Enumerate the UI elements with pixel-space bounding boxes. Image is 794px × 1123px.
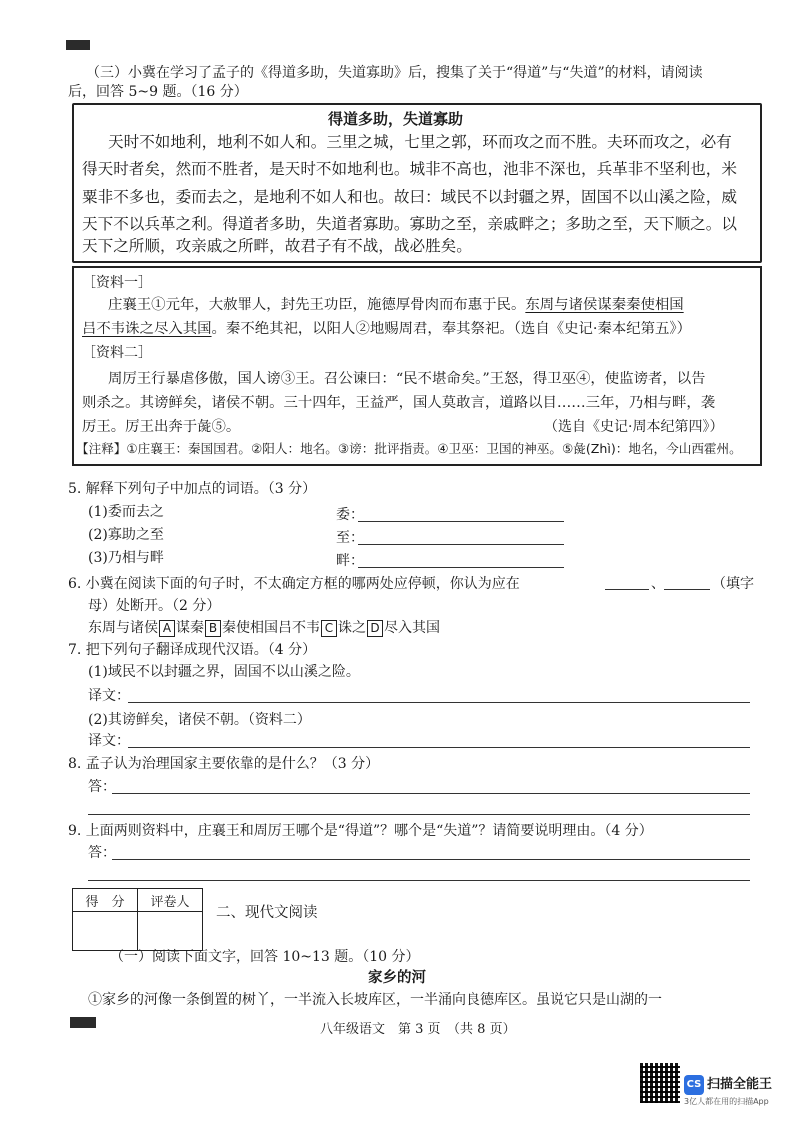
scanner-tagline: 3亿人都在用的扫描App bbox=[684, 1097, 769, 1106]
q8-answer[interactable] bbox=[112, 793, 750, 794]
material1-line2-underlined: 吕不韦诛之尽入其国 bbox=[82, 321, 212, 337]
score-cell[interactable] bbox=[73, 912, 138, 951]
section2-title: 二、现代文阅读 bbox=[216, 905, 318, 921]
q7-sentence-2: (2)其谤鲜矣，诸侯不朝。（资料二） bbox=[88, 712, 311, 728]
q6-answer-1[interactable] bbox=[605, 589, 649, 590]
passage-line-4: 天下不以兵革之利。得道者多助，失道者寡助。寡助之至，亲戚畔之；多助之至，天下顺之。以 bbox=[82, 215, 737, 233]
q7-answer-2[interactable] bbox=[128, 747, 750, 748]
scanner-brand: 扫描全能王 bbox=[707, 1077, 773, 1092]
q9-answer-2[interactable] bbox=[88, 880, 750, 881]
material2-line2: 则杀之。其谤鲜矣，诸侯不朝。三十四年，王益严，国人莫敢言，道路以目……三年，乃相与畔，袭 bbox=[82, 395, 716, 411]
q6-stem-b: （填字 bbox=[712, 576, 754, 592]
section-intro-line1: （三）小冀在学习了孟子的《得道多助，失道寡助》后，搜集了关于“得道”与“失道”的材料，请阅读 bbox=[86, 65, 703, 81]
q9-stem: 9. 上面两则资料中，庄襄王和周厉王哪个是“得道”？哪个是“失道”？请简要说明理由。（4 分） bbox=[68, 823, 653, 839]
q6-box-d[interactable]: D bbox=[367, 620, 383, 637]
q5-item-1-char: 委： bbox=[336, 507, 364, 523]
q6-answer-2[interactable] bbox=[664, 589, 710, 590]
q6-seg4: 尽入其国 bbox=[384, 620, 440, 636]
q6-box-b[interactable]: B bbox=[205, 620, 221, 637]
q6-box-a[interactable]: A bbox=[159, 620, 175, 637]
q8-answer-label: 答： bbox=[88, 779, 116, 795]
corner-mark-bottom bbox=[70, 1017, 96, 1028]
q5-item-1: (1)委而去之 bbox=[88, 504, 164, 520]
grader-cell[interactable] bbox=[138, 912, 203, 951]
q7-answer-label-2: 译文： bbox=[88, 733, 130, 749]
q6-seg0: 东周与诸侯 bbox=[88, 620, 158, 636]
material1-line1 bbox=[108, 298, 684, 312]
q6-sentence bbox=[88, 620, 440, 637]
q7-answer-1[interactable] bbox=[128, 702, 750, 703]
score-table bbox=[72, 888, 203, 951]
materials-box bbox=[72, 266, 762, 466]
score-header: 得 分 bbox=[73, 889, 138, 912]
material2-line3: 厉王。厉王出奔于彘⑤。 bbox=[82, 419, 241, 435]
passage-line-1: 天时不如地利，地利不如人和。三里之城，七里之郭，环而攻之而不胜。夫环而攻之，必有 bbox=[108, 133, 732, 151]
q6-box-c[interactable]: C bbox=[321, 620, 337, 637]
q5-item-2: (2)寡助之至 bbox=[88, 527, 164, 543]
q7-sentence-1: (1)域民不以封疆之界，固国不以山溪之险。 bbox=[88, 664, 360, 680]
q6-separator: 、 bbox=[651, 576, 665, 592]
q5-item-3: (3)乃相与畔 bbox=[88, 550, 164, 566]
grader-header: 评卷人 bbox=[138, 889, 203, 912]
q5-item-3-char: 畔： bbox=[336, 553, 364, 569]
qr-code bbox=[640, 1063, 680, 1103]
q5-answer-2[interactable] bbox=[358, 544, 564, 545]
q8-stem: 8. 孟子认为治理国家主要依靠的是什么？（3 分） bbox=[68, 756, 380, 772]
passage-line-5: 天下之所顺，攻亲戚之所畔，故君子有不战，战必胜矣。 bbox=[82, 237, 472, 255]
material1-line1-underlined: 东周与诸侯谋秦秦使相国 bbox=[525, 297, 684, 313]
material1-line1-text: 庄襄王①元年，大赦罪人，封先王功臣，施德厚骨肉而布惠于民。 bbox=[108, 297, 526, 313]
q6-stem-c: 母）处断开。（2 分） bbox=[88, 598, 221, 614]
corner-mark-top bbox=[66, 40, 90, 50]
q5-item-2-char: 至： bbox=[336, 530, 364, 546]
material2-label: ［资料二］ bbox=[82, 345, 152, 361]
q7-stem: 7. 把下列句子翻译成现代汉语。（4 分） bbox=[68, 642, 317, 658]
q5-answer-3[interactable] bbox=[358, 567, 564, 568]
material-notes: 【注释】①庄襄王：秦国国君。②阳人：地名。③谤：批评指责。④卫巫：卫国的神巫。⑤彘(Zhì)：地名，今山西霍州。 bbox=[76, 441, 742, 456]
section-intro-line2: 后，回答 5~9 题。（16 分） bbox=[68, 84, 248, 100]
q6-stem-a: 6. 小冀在阅读下面的句子时，不太确定方框的哪两处应停顿，你认为应在 bbox=[68, 576, 520, 592]
passage-title: 得道多助，失道寡助 bbox=[328, 110, 464, 128]
passage-line-2: 得天时者矣，然而不胜者，是天时不如地利也。城非不高也，池非不深也，兵革非不坚利也，米 bbox=[82, 160, 737, 178]
q6-seg2: 秦使相国吕不韦 bbox=[222, 620, 320, 636]
q5-answer-1[interactable] bbox=[358, 521, 564, 522]
section2-subtitle: （一）阅读下面文字，回答 10~13 题。（10 分） bbox=[110, 949, 420, 965]
q6-seg3: 诛之 bbox=[338, 620, 366, 636]
q9-answer[interactable] bbox=[112, 859, 750, 860]
q6-seg1: 谋秦 bbox=[176, 620, 204, 636]
article-title: 家乡的河 bbox=[368, 970, 426, 986]
camscanner-logo: CS bbox=[684, 1075, 704, 1095]
material1-line2 bbox=[82, 322, 691, 336]
passage-line-3: 粟非不多也，委而去之，是地利不如人和也。故曰：域民不以封疆之界，固国不以山溪之险，威 bbox=[82, 188, 737, 206]
q9-answer-label: 答： bbox=[88, 845, 116, 861]
material1-line2-text: 。秦不绝其祀，以阳人②地赐周君，奉其祭祀。（选自《史记·秦本纪第五》） bbox=[211, 321, 691, 337]
q7-answer-label-1: 译文： bbox=[88, 688, 130, 704]
material1-label: ［资料一］ bbox=[82, 275, 152, 291]
page-footer: 八年级语文 第 3 页 （共 8 页） bbox=[320, 1022, 516, 1037]
q5-stem: 5. 解释下列句子中加点的词语。（3 分） bbox=[68, 481, 317, 497]
material2-line1: 周厉王行暴虐侈傲，国人谤③王。召公谏曰：“民不堪命矣。”王怒，得卫巫④，使监谤者，以告 bbox=[108, 371, 706, 387]
q8-answer-2[interactable] bbox=[88, 814, 750, 815]
material2-source: （选自《史记·周本纪第四》） bbox=[544, 419, 724, 435]
article-first-line: ①家乡的河像一条倒置的树丫，一半流入长坡库区，一半涌向良德库区。虽说它只是山湖的一 bbox=[88, 992, 662, 1008]
